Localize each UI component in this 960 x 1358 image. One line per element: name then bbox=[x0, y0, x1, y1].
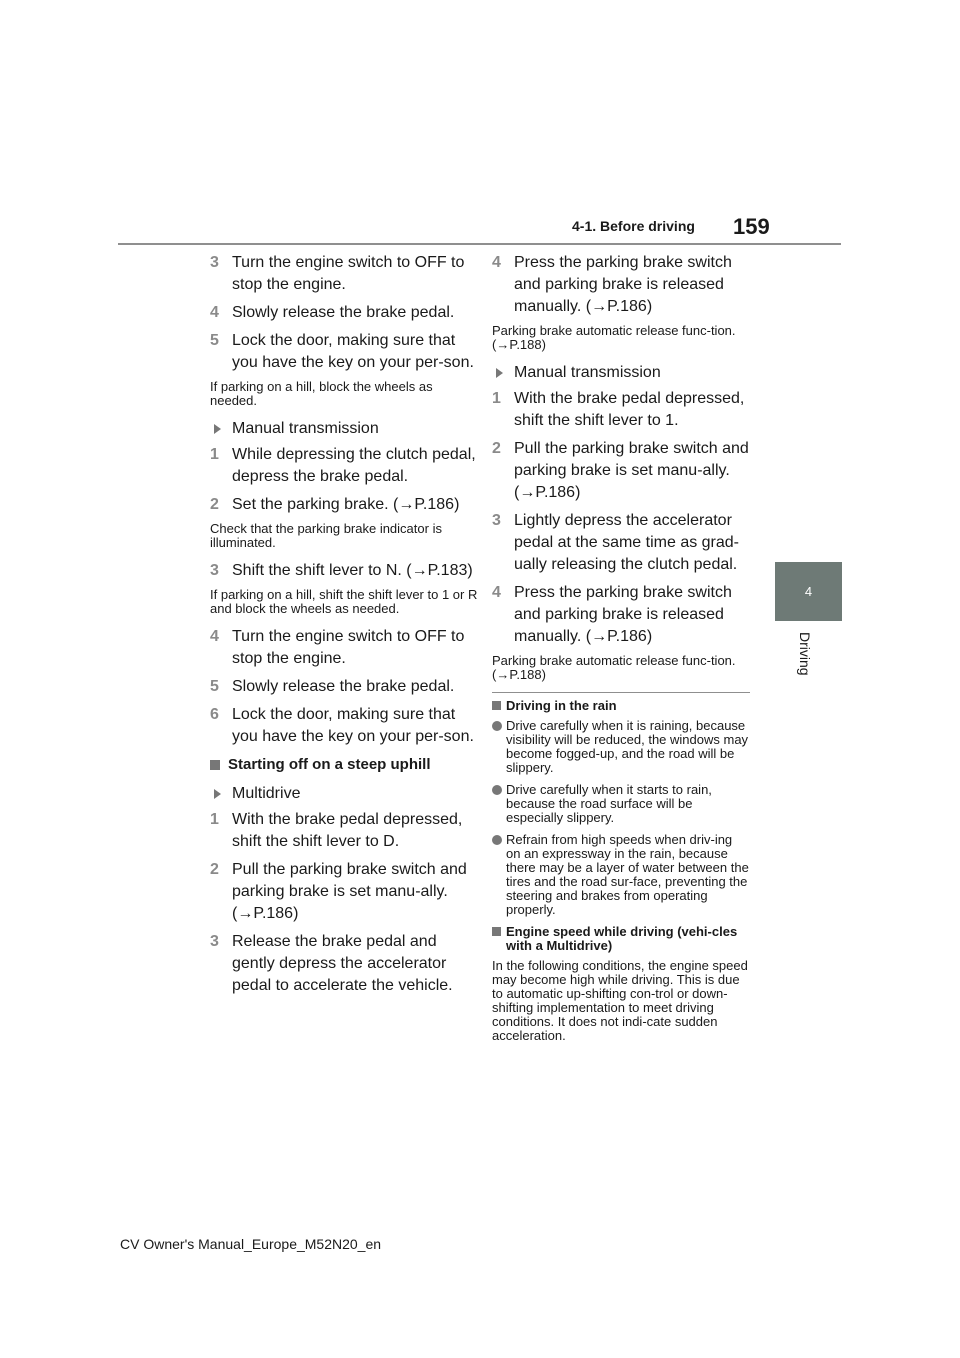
step bbox=[210, 931, 478, 997]
step-text: Lock the door, making sure that you have the key on your per-son. bbox=[232, 706, 474, 745]
step bbox=[210, 494, 478, 516]
subheading-manual-transmission bbox=[492, 362, 750, 384]
info-heading-text: Engine speed while driving (vehi-cles with a Multidrive) bbox=[506, 924, 738, 953]
section-heading-text: Starting off on a steep uphill bbox=[228, 756, 431, 773]
square-bullet-icon bbox=[492, 927, 501, 936]
chapter-tab bbox=[775, 562, 842, 621]
step-text: Pull the parking brake switch and parking brake is set manu-ally. (→P.186) bbox=[232, 861, 467, 922]
step bbox=[492, 438, 750, 504]
info-heading-engine-speed bbox=[492, 925, 750, 953]
step-text: Turn the engine switch to OFF to stop the engine. bbox=[232, 254, 465, 293]
list-item-text: Drive carefully when it starts to rain, because the road surface will be especially slippery. bbox=[506, 782, 712, 825]
step-number: 4 bbox=[492, 254, 501, 271]
triangle-bullet-icon bbox=[214, 789, 221, 799]
page-number: 159 bbox=[733, 214, 770, 239]
list-item bbox=[492, 833, 750, 917]
step-text: Press the parking brake switch and parking brake is released manually. (→P.186) bbox=[514, 584, 732, 645]
step-text: Lightly depress the accelerator pedal at the same time as grad-ually releasing the clutch pedal. bbox=[514, 512, 740, 573]
list-item bbox=[492, 783, 750, 825]
step-number: 2 bbox=[210, 861, 219, 878]
step-text: Pull the parking brake switch and parking brake is set manu-ally. (→P.186) bbox=[514, 440, 749, 501]
header-divider bbox=[118, 243, 841, 245]
subheading-text: Manual transmission bbox=[514, 364, 661, 381]
note: If parking on a hill, shift the shift lever to 1 or R and block the wheels as needed. bbox=[210, 587, 478, 616]
step bbox=[210, 704, 478, 748]
subheading-manual-transmission bbox=[210, 418, 478, 440]
step-text: Set the parking brake. (→P.186) bbox=[232, 496, 460, 513]
step-number: 4 bbox=[210, 304, 219, 321]
step bbox=[210, 809, 478, 853]
step-text: With the brake pedal depressed, shift the shift lever to 1. bbox=[514, 390, 745, 429]
section-title: 4-1. Before driving bbox=[572, 218, 695, 234]
step-number: 5 bbox=[210, 332, 219, 349]
left-column bbox=[210, 252, 478, 1003]
list-item-text: Refrain from high speeds when driv-ing on an expressway in the rain, because there may be a layer of water between the tires and the road sur-face, preventing the steering and brakes from operating properly. bbox=[506, 832, 749, 917]
square-bullet-icon bbox=[210, 760, 220, 770]
step-number: 3 bbox=[492, 512, 501, 529]
subheading-text: Multidrive bbox=[232, 785, 301, 802]
step bbox=[492, 582, 750, 648]
note: Check that the parking brake indicator is illuminated. bbox=[210, 521, 442, 550]
footer-text: CV Owner's Manual_Europe_M52N20_en bbox=[120, 1236, 382, 1252]
step bbox=[210, 302, 478, 324]
step bbox=[492, 510, 750, 576]
step-number: 5 bbox=[210, 678, 219, 695]
step-number: 4 bbox=[210, 628, 219, 645]
circle-bullet-icon bbox=[492, 835, 502, 845]
step-text: Shift the shift lever to N. (→P.183) bbox=[232, 562, 473, 579]
step-number: 4 bbox=[492, 584, 501, 601]
note: Parking brake automatic release func-tion. (→P.188) bbox=[492, 653, 736, 682]
step-number: 3 bbox=[210, 933, 219, 950]
step-text: Turn the engine switch to OFF to stop the engine. bbox=[232, 628, 465, 667]
step-text: With the brake pedal depressed, shift the shift lever to D. bbox=[232, 811, 463, 850]
step-text: Lock the door, making sure that you have the key on your per-son. bbox=[232, 332, 474, 371]
step bbox=[210, 626, 478, 670]
step-number: 3 bbox=[210, 562, 219, 579]
step bbox=[492, 252, 750, 318]
step bbox=[210, 252, 478, 296]
step-text: Slowly release the brake pedal. bbox=[232, 304, 455, 321]
step-number: 2 bbox=[492, 440, 501, 457]
chapter-number: 4 bbox=[804, 584, 813, 599]
step bbox=[210, 859, 478, 925]
step bbox=[210, 330, 478, 374]
section-heading-uphill bbox=[210, 756, 478, 773]
info-paragraph: In the following conditions, the engine speed may become high while driving. This is due to automatic up-shifting con-trol or down-shifting implementation to meet driving conditions. It does not indi-cate sudden acceleration. bbox=[492, 958, 748, 1043]
subheading-multidrive bbox=[210, 783, 478, 805]
step-number: 1 bbox=[210, 811, 219, 828]
step-text: While depressing the clutch pedal, depress the brake pedal. bbox=[232, 446, 476, 485]
triangle-bullet-icon bbox=[496, 368, 503, 378]
chapter-title: Driving bbox=[797, 632, 813, 676]
info-heading-rain bbox=[492, 699, 750, 713]
step-number: 1 bbox=[210, 446, 219, 463]
info-heading-text: Driving in the rain bbox=[506, 698, 617, 713]
step-text: Slowly release the brake pedal. bbox=[232, 678, 455, 695]
step-number: 6 bbox=[210, 706, 219, 723]
triangle-bullet-icon bbox=[214, 424, 221, 434]
info-divider bbox=[492, 692, 750, 693]
list-item bbox=[492, 719, 750, 775]
note: Parking brake automatic release func-tion. (→P.188) bbox=[492, 323, 736, 352]
subheading-text: Manual transmission bbox=[232, 420, 379, 437]
step-number: 2 bbox=[210, 496, 219, 513]
step bbox=[210, 560, 478, 582]
list-item-text: Drive carefully when it is raining, because visibility will be reduced, the windows may become fogged-up, and the road will be slippery. bbox=[506, 718, 749, 775]
square-bullet-icon bbox=[492, 701, 501, 710]
step bbox=[210, 676, 478, 698]
step-number: 1 bbox=[492, 390, 501, 407]
step bbox=[210, 444, 478, 488]
step-text: Release the brake pedal and gently depress the accelerator pedal to accelerate the vehicle. bbox=[232, 933, 453, 994]
step-number: 3 bbox=[210, 254, 219, 271]
step-text: Press the parking brake switch and parking brake is released manually. (→P.186) bbox=[514, 254, 732, 315]
note: If parking on a hill, block the wheels as needed. bbox=[210, 379, 433, 408]
circle-bullet-icon bbox=[492, 721, 502, 731]
step bbox=[492, 388, 750, 432]
right-column bbox=[492, 252, 750, 1043]
circle-bullet-icon bbox=[492, 785, 502, 795]
